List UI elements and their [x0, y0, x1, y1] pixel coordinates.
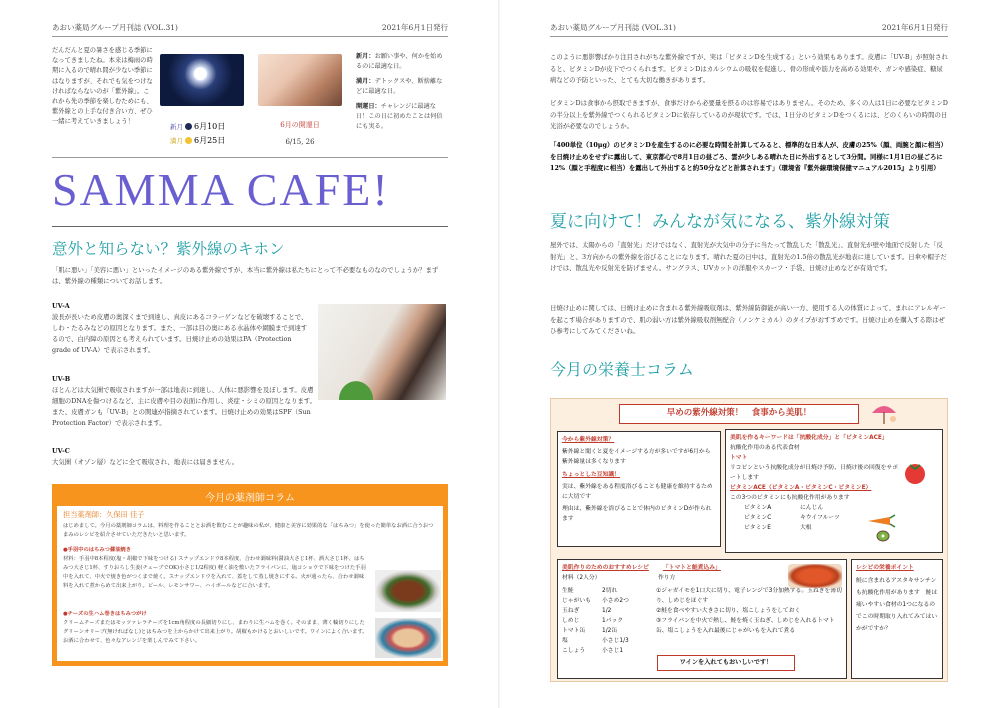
- term-new-moon-head: 新月：: [356, 53, 375, 60]
- new-moon-date: 6月10日: [194, 122, 226, 131]
- wine-note: ワインを入れてもおいしいです！: [657, 655, 795, 671]
- lucky-day-title: 6月の開運日: [280, 121, 320, 129]
- ministry-quote-text: 「400単位（10μg）のビタミンDを産生するのに必要な時間を計算してみると、標準的な日本人が、皮膚の25%（顔、両腕と顔に相当）を日焼け止めをせずに露出して、東京都心で8月1日の昼ごろ、雲が少しある晴れた日に外出するとして3分間。同様に1月1日の昼ごろに12%（顔と手程度に相当）を露出して外出すると約50分などと計算されます」（環境省『紫外線環境保健マニュアル2015』より引用）: [550, 141, 947, 172]
- top-info-box: [52, 40, 448, 157]
- uv-measures-para-2: 日焼け止めに関しては、日焼け止めに含まれる紫外線吸収剤は、紫外線防御能が高い一方、使用する人の体質によって、まれにアレルギーを起こす場合がありますので、肌の弱い方は紫外線吸収剤無配合（ノンケミカル）のタイプがおすすめです。日焼け止めを購入する際はぜひ参考にしてみてくださいね。: [550, 304, 946, 335]
- issue-date-right: 2021年6月1日発行: [881, 23, 948, 32]
- new-moon-label: 新月: [170, 123, 183, 131]
- tomato-label: トマト: [730, 455, 748, 461]
- term-lucky-head: 開運日：: [356, 103, 381, 111]
- uvc-block: [52, 446, 448, 468]
- full-moon-date: 6月25日: [194, 136, 226, 145]
- moon-dates: [170, 120, 225, 148]
- recipe-2: [63, 610, 369, 646]
- uv-tips-head: 今から紫外線対策？: [562, 437, 615, 443]
- recipe-2-text: クリームチーズまたはモッツァレラチーズを1cm角程度の長細切りにし、まわりに生ハムを巻く。そのまま、薄く輪切りにしたグリーンオリーブ(無ければなし)とはちみつを上からかけて出来上がり。胡椒もかけるとおいしいです。ワインによく合います。お酒に合わせて、色々なアレンジを楽しんでみて下さい。: [63, 620, 368, 644]
- ingredient-row: 生鮭 2切れ: [562, 588, 618, 594]
- ingredient-row: トマト缶 1/2缶: [562, 628, 618, 634]
- salmon-dish-photo: [788, 564, 842, 588]
- tomato-icon: [902, 460, 928, 486]
- recipe-dish: 「トマトと鮭煮込み」: [662, 565, 721, 571]
- lycopene-text: リコピンという抗酸化成分が日焼け予防、日焼け後の回復をサポートします: [730, 465, 898, 481]
- nutrition-point-box: [851, 559, 943, 679]
- nutrition-column-heading: 今月の栄養士コラム: [550, 360, 694, 379]
- uva-block: [52, 301, 312, 356]
- vitamin-list: [730, 503, 938, 533]
- pharmacist-column-title: 今月の薬剤師コラム: [205, 493, 295, 504]
- term-lucky-text: チャレンジに最適な日！この日に初めたことは何倍にも実る。: [356, 103, 443, 130]
- ingredients-label: 材料（2人分）: [562, 575, 601, 581]
- recipe-2-title: ●チーズの生ハム巻きはちみつがけ: [63, 611, 147, 617]
- vitamin-c-label: ビタミンC: [744, 515, 772, 521]
- chicken-dish-photo: [375, 570, 441, 612]
- topbox-rule: [52, 157, 448, 158]
- uva-head: UV-A: [52, 302, 70, 310]
- magazine-title-right: あおい薬局グループ月刊誌 (VOL.31): [550, 23, 676, 32]
- uvb-head: UV-B: [52, 375, 71, 383]
- ingredient-row: じゃがいも 小さめ2つ: [562, 598, 629, 604]
- ingredient-row: 玉ねぎ 1/2: [562, 608, 612, 614]
- vitamin-c-food: キウイフルーツ: [800, 515, 840, 521]
- moon-terms: [356, 52, 448, 137]
- uv-tips-text: 紫外線と聞くと夏をイメージする方が多いですが6月から紫外線量は多くなります: [562, 449, 711, 465]
- vitamin-a-food: にんじん: [800, 505, 824, 511]
- beauty-keyword-head: 美肌を作るキーワードは「抗酸化成分」と「ビタミンACE」: [730, 435, 888, 441]
- uvb-block: [52, 374, 448, 429]
- magazine-title: あおい薬局グループ月刊誌 (VOL.31): [52, 23, 178, 32]
- uv-tips-box: [557, 431, 721, 547]
- uva-text: 波長が長いため皮膚の奥深くまで到達し、真皮にあるコラーゲンなどを破壊することで、しわ・たるみなどの原因となります。また、一部は目の奥にある水晶体や網膜まで到達するので、白内障の原因とも考えられています。日焼け止めの効果はPA（Protection grade of UV-A）で表示されます。: [52, 313, 308, 354]
- ingredient-row: こしょう 小さじ1: [562, 648, 624, 654]
- cheese-dish-photo: [375, 618, 441, 658]
- term-new-moon-text: お願い事や、何かを始めるのに最適な日。: [356, 53, 443, 70]
- vitamin-d-para-2: ビタミンDは食事から摂取できますが、食事だけから必要量を摂るのは容易ではありません。そのため、多くの人は1日に必要なビタミンDの半分以上を紫外線でつくられるビタミンDに依存しているのが現状です。では、1日分のビタミンDをつくるには、どのくらいの時間の日光浴が必要なのでしょうか。: [550, 99, 948, 130]
- nutrition-point-text: 鮭に含まれるアスタキサンチンも抗酸化作用があります 鮭は痛いやすい食材の1つになるのでこの時期取り入れてみてはいかがですか？: [856, 578, 938, 632]
- term-full-moon-head: 満月：: [356, 78, 375, 86]
- uv-lead: 「肌に悪い」「美容に悪い」といったイメージのある紫外線ですが、本当に紫外線は私たちにとって不必要なものなのでしょうか？まずは、紫外線の種類についてお話します。: [52, 266, 439, 285]
- vitamin-a-label: ビタミンA: [744, 505, 772, 511]
- lucky-day-dates: 6/15, 26: [285, 138, 315, 146]
- ingredient-row: しめじ 1パック: [562, 618, 624, 624]
- carrot-icon: [866, 514, 896, 528]
- vitamin-e-label: ビタミンE: [744, 525, 771, 531]
- pharmacist-author: 担当薬剤師：久保田 佳子: [63, 510, 145, 519]
- issue-date: 2021年6月1日発行: [381, 23, 448, 32]
- right-header-rule: [550, 36, 948, 37]
- kiwi-icon: [876, 530, 890, 542]
- vitamin-e-food: 大根: [800, 525, 812, 531]
- nutrition-point-head: レシピの栄養ポイント: [856, 565, 914, 571]
- step-list: [656, 586, 842, 636]
- woman-photo: [258, 54, 342, 106]
- pharmacist-column-body: [57, 506, 443, 661]
- nutrition-poster: [550, 398, 948, 682]
- recipe-1-text: 材料：手羽中8本程度(塩・胡椒で下味をつける) スナップエンドウ8本程度、合わせ調味料(醤油大さじ1杯、酒大さじ1杯、はちみつ大さじ1杯、すりおろし生姜(チューブでOK)小さじ1/2程度) 軽く油を敷いたフライパンに、塩コショウで下味をつけた手羽中を入れて、中火で焼き色がつくまで焼く。スナップエンドウを入れて、蓋をして蒸し焼きにする。火が通ったら、合わせ調味料を入れて煮からめて出来上がり。ビール、レモンサワー、ハイボールなどに合います。: [63, 556, 366, 589]
- lucky-day-block: [258, 120, 342, 146]
- new-moon-icon: [185, 123, 192, 130]
- full-moon-icon: [185, 137, 192, 144]
- uvc-head: UV-C: [52, 447, 70, 455]
- parasol-icon: [869, 403, 899, 425]
- step-item: ③フライパンを中火で熱し、鮭を焼く玉ねぎ、しめじを入れるトマト缶、塩こしょうを入れ最後にじゃがいもを入れて煮る: [656, 618, 835, 634]
- vitamin-ace-head: ビタミンACE（ビタミンA・ビタミンC・ビタミンE）: [730, 485, 872, 491]
- term-full-moon-text: デトックスや、断捨離などに最適な日。: [356, 78, 443, 95]
- title-rule: [52, 226, 448, 227]
- ingredient-list: [562, 586, 652, 656]
- trivia-text-1: 実は、紫外線をある程度浴びることも健康を維持するために大切です: [562, 484, 713, 500]
- uvc-text: 大気圏（オゾン層）などに全て吸収され、地表には届きません。: [52, 458, 239, 466]
- steps-label: 作り方: [658, 575, 676, 581]
- uvb-text: ほとんどは大気圏で吸収されますが一部は地表に到達し、人体に悪影響を及ぼします。皮膚細胞のDNAを傷つけるなど、主に皮膚や目の表面に作用し、炎症・シミの原因となります。また、皮膚ガンも「UV-B」との関連が指摘されています。日焼け止めの効果はSPF（Sun Protection Factor）で表示されます。: [52, 386, 317, 427]
- pharmacist-column: [52, 484, 448, 666]
- poster-title: 早めの紫外線対策！ 食事から美肌！: [619, 404, 859, 424]
- ministry-quote: [550, 140, 948, 175]
- uv-measures-para-1: 屋外では、太陽からの「直射光」だけではなく、直射光が大気中の分子に当たって散乱した「散乱光」、直射光が壁や地面で反射した「反射光」と、3方向からの紫外線を浴びることになります。晴れた夏の日中は、直射光の1.5倍の散乱光が地表に達しています。日傘や帽子だけでは、散乱光や反射光を防げません。サングラス、UVカットの洋服やスカーフ・手袋、日焼け止めなどが有効です。: [550, 241, 947, 272]
- moon-photo: [160, 54, 244, 106]
- uv-measures-heading: 夏に向けて！みんなが気になる、紫外線対策: [550, 212, 890, 232]
- header-rule: [52, 36, 448, 37]
- beauty-keyword-box: [725, 429, 943, 553]
- uv-heading: 意外と知らない？紫外線のキホン: [52, 240, 285, 258]
- pharmacist-intro: はじめまして。今月の薬剤師コラムは、料理を作ることとお酒を飲むことが趣味の私が、健康と美容に効果的な「はちみつ」を使った簡単なお酒に合うおつまみのレシピを紹介させていただきたいと思います。: [63, 523, 434, 538]
- intro-text: だんだんと夏の暑さを感じる季節になってきましたね。本来は梅雨の時期に入るので晴れ間が少ない季節にはなりますが、それでも気をつけなければならないのが「紫外線」。これから先の季節を楽しむためにも、紫外線との上手な付き合い方、ぜひ一緒に考えていきましょう！: [52, 47, 153, 126]
- antioxidant-line: 抗酸化作用のある代表食材: [730, 445, 800, 451]
- step-item: ②鮭を食べやすい大きさに切り、塩こしょうをしておく: [656, 608, 801, 614]
- recipe-head: 美肌作りのためのおすすめレシピ: [562, 565, 649, 571]
- vitamin-d-para-1: このように悪影響ばかり注目されがちな紫外線ですが、実は「ビタミンDを生成する」という効果もあります。皮膚に「UV-B」が照射されると、ビタミンDが皮下でつくられます。ビタミンDはカルシウムの吸収を促進し、骨の形成や筋力を高める効果や、ガンや感染症、糖尿病などの予防といった、とても大切な働きがあります。: [550, 53, 948, 84]
- trivia-text-2: 理由は、紫外線を浴びることで体内のビタミンDが作られます: [562, 506, 712, 522]
- vitamin-ace-desc: この3つのビタミンにも抗酸化作用があります: [730, 495, 850, 501]
- newsletter-title: SAMMA CAFE!: [52, 164, 390, 215]
- ingredient-row: 塩 小さじ1/3: [562, 638, 629, 644]
- step-item: ①ジャガイモを1口大に切り、電子レンジで3分加熱する。玉ねぎを薄切り、しめじをほぐす: [656, 588, 842, 604]
- trivia-head: ちょっとした豆知識！: [562, 472, 620, 478]
- recipe-1-title: ●手羽中のはちみつ醤油焼き: [63, 547, 132, 553]
- full-moon-label: 満月: [170, 137, 183, 145]
- recipe-1: [63, 546, 369, 591]
